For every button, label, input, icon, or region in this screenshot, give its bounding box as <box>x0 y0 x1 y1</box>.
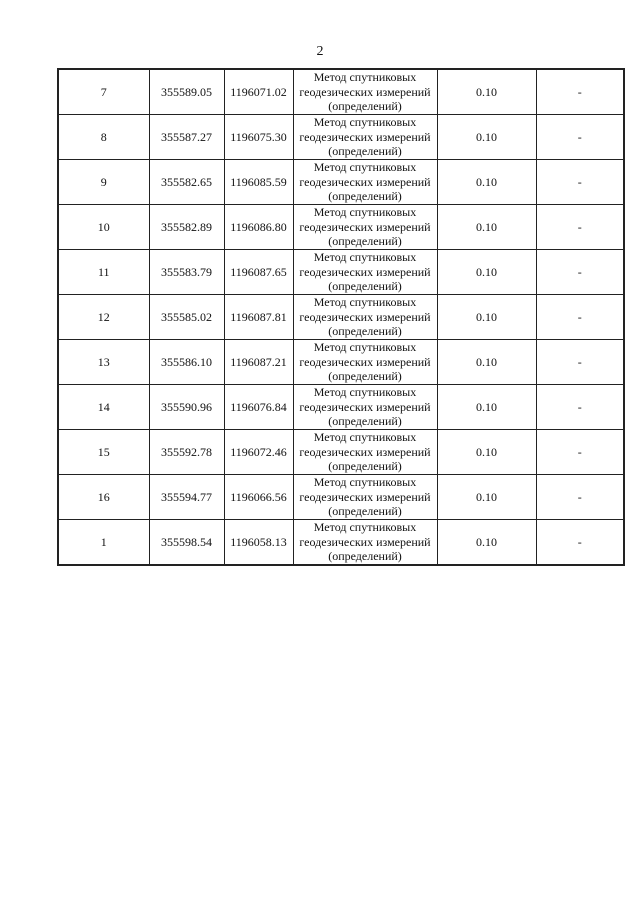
method-text-line: (определений) <box>328 144 402 159</box>
x-coordinate-cell: 355598.54 <box>149 520 224 566</box>
table-row <box>58 430 624 475</box>
accuracy-cell: 0.10 <box>437 295 536 340</box>
method-text-line: геодезических измерений <box>299 219 431 234</box>
method-text-line: Метод спутниковых <box>313 115 417 130</box>
method-text-line: геодезических измерений <box>299 84 431 99</box>
method-text-line: (определений) <box>328 369 402 384</box>
method-cell <box>293 69 437 115</box>
x-coordinate-cell: 355586.10 <box>149 340 224 385</box>
table-row <box>58 205 624 250</box>
accuracy-cell: 0.10 <box>437 69 536 115</box>
point-number-cell: 7 <box>58 69 149 115</box>
method-text-line: (определений) <box>328 504 402 519</box>
method-cell <box>293 250 437 295</box>
method-text-line: (определений) <box>328 549 402 564</box>
note-cell: - <box>536 340 624 385</box>
note-cell: - <box>536 250 624 295</box>
method-text-line: геодезических измерений <box>299 174 431 189</box>
note-cell: - <box>536 115 624 160</box>
accuracy-cell: 0.10 <box>437 520 536 566</box>
method-cell <box>293 385 437 430</box>
method-text-line: геодезических измерений <box>299 444 431 459</box>
note-cell: - <box>536 69 624 115</box>
method-text-line: Метод спутниковых <box>313 160 417 175</box>
method-text-line: (определений) <box>328 324 402 339</box>
point-number-cell: 10 <box>58 205 149 250</box>
method-text-line: Метод спутниковых <box>313 205 417 220</box>
table-row <box>58 69 624 115</box>
coordinates-table-body <box>58 69 624 565</box>
method-text-line: (определений) <box>328 414 402 429</box>
x-coordinate-cell: 355582.65 <box>149 160 224 205</box>
method-cell <box>293 115 437 160</box>
table-row <box>58 520 624 566</box>
note-cell: - <box>536 205 624 250</box>
method-text-line: (определений) <box>328 279 402 294</box>
method-text-line: (определений) <box>328 234 402 249</box>
table-row <box>58 295 624 340</box>
method-text-line: (определений) <box>328 459 402 474</box>
note-cell: - <box>536 520 624 566</box>
method-text-line: Метод спутниковых <box>313 70 417 85</box>
note-cell: - <box>536 385 624 430</box>
y-coordinate-cell: 1196087.65 <box>224 250 293 295</box>
method-text-line: геодезических измерений <box>299 129 431 144</box>
note-cell: - <box>536 160 624 205</box>
table-row <box>58 340 624 385</box>
y-coordinate-cell: 1196086.80 <box>224 205 293 250</box>
point-number-cell: 15 <box>58 430 149 475</box>
method-text-line: Метод спутниковых <box>313 295 417 310</box>
point-number-cell: 8 <box>58 115 149 160</box>
method-text-line: геодезических измерений <box>299 489 431 504</box>
method-cell <box>293 295 437 340</box>
accuracy-cell: 0.10 <box>437 385 536 430</box>
method-text-line: Метод спутниковых <box>313 250 417 265</box>
method-text-line: Метод спутниковых <box>313 475 417 490</box>
y-coordinate-cell: 1196066.56 <box>224 475 293 520</box>
table-row <box>58 475 624 520</box>
note-cell: - <box>536 430 624 475</box>
method-cell <box>293 160 437 205</box>
method-text-line: (определений) <box>328 189 402 204</box>
point-number-cell: 12 <box>58 295 149 340</box>
method-cell <box>293 205 437 250</box>
accuracy-cell: 0.10 <box>437 340 536 385</box>
note-cell: - <box>536 295 624 340</box>
x-coordinate-cell: 355582.89 <box>149 205 224 250</box>
x-coordinate-cell: 355594.77 <box>149 475 224 520</box>
accuracy-cell: 0.10 <box>437 430 536 475</box>
x-coordinate-cell: 355585.02 <box>149 295 224 340</box>
method-text-line: геодезических измерений <box>299 264 431 279</box>
x-coordinate-cell: 355592.78 <box>149 430 224 475</box>
table-row <box>58 385 624 430</box>
point-number-cell: 13 <box>58 340 149 385</box>
point-number-cell: 1 <box>58 520 149 566</box>
y-coordinate-cell: 1196072.46 <box>224 430 293 475</box>
method-cell <box>293 520 437 566</box>
method-cell <box>293 475 437 520</box>
accuracy-cell: 0.10 <box>437 115 536 160</box>
method-text-line: Метод спутниковых <box>313 385 417 400</box>
y-coordinate-cell: 1196076.84 <box>224 385 293 430</box>
method-text-line: (определений) <box>328 99 402 114</box>
table-row <box>58 115 624 160</box>
method-text-line: Метод спутниковых <box>313 430 417 445</box>
note-cell: - <box>536 475 624 520</box>
table-row <box>58 250 624 295</box>
y-coordinate-cell: 1196087.81 <box>224 295 293 340</box>
x-coordinate-cell: 355589.05 <box>149 69 224 115</box>
accuracy-cell: 0.10 <box>437 250 536 295</box>
method-text-line: геодезических измерений <box>299 534 431 549</box>
x-coordinate-cell: 355590.96 <box>149 385 224 430</box>
point-number-cell: 14 <box>58 385 149 430</box>
y-coordinate-cell: 1196058.13 <box>224 520 293 566</box>
method-text-line: Метод спутниковых <box>313 520 417 535</box>
y-coordinate-cell: 1196075.30 <box>224 115 293 160</box>
accuracy-cell: 0.10 <box>437 475 536 520</box>
method-text-line: геодезических измерений <box>299 399 431 414</box>
y-coordinate-cell: 1196087.21 <box>224 340 293 385</box>
table-row <box>58 160 624 205</box>
y-coordinate-cell: 1196085.59 <box>224 160 293 205</box>
method-cell <box>293 340 437 385</box>
accuracy-cell: 0.10 <box>437 160 536 205</box>
method-text-line: геодезических измерений <box>299 309 431 324</box>
point-number-cell: 16 <box>58 475 149 520</box>
point-number-cell: 11 <box>58 250 149 295</box>
method-text-line: геодезических измерений <box>299 354 431 369</box>
x-coordinate-cell: 355587.27 <box>149 115 224 160</box>
method-cell <box>293 430 437 475</box>
accuracy-cell: 0.10 <box>437 205 536 250</box>
method-text-line: Метод спутниковых <box>313 340 417 355</box>
coordinates-table <box>57 68 625 566</box>
page-number: 2 <box>316 44 324 59</box>
x-coordinate-cell: 355583.79 <box>149 250 224 295</box>
y-coordinate-cell: 1196071.02 <box>224 69 293 115</box>
point-number-cell: 9 <box>58 160 149 205</box>
